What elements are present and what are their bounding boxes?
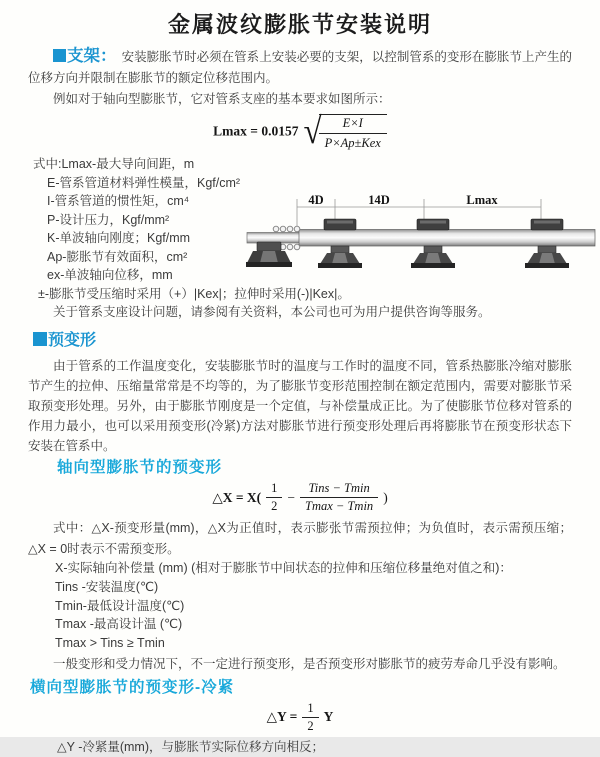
variable-definition: I-管系管道的惯性矩，cm⁴ [47, 194, 190, 208]
variable-definition: ex-单波轴向位移，mm [47, 268, 173, 282]
axial-note-main: 式中：△X-预变形量(mm)，△X为正值时，表示膨张节需预拉伸；为负值时，表示需预压缩；△X = 0时表示不需预变形。 [28, 521, 572, 556]
small-pipe [247, 233, 301, 244]
dim-label-4d: 4D [308, 193, 324, 207]
half-fraction: $\frac{1}{2}$ [266, 481, 282, 514]
support-section-label: 支架： [67, 47, 117, 65]
formula-rhs: Y [323, 709, 334, 724]
lmax-formula [0, 111, 600, 153]
preform-header-text: 预变形 [48, 332, 97, 349]
temp-definition: Tmax -最高设计温 (℃) [55, 617, 183, 631]
temperature-definitions [55, 578, 600, 652]
axial-note-x: X-实际轴向补偿量 (mm) (相对于膨胀节中间状态的拉伸和压缩位移量绝对值之和)： [55, 561, 512, 575]
lateral-preform-formula [0, 701, 600, 734]
sqrt-fraction [319, 114, 387, 151]
formula-lhs: △Y = [266, 709, 298, 724]
axial-preform-formula [0, 481, 600, 514]
temperature-fraction: $\frac{\text{Tins − Tmin}}{Tmax - Tmin}$ [300, 481, 378, 514]
section-bullet-icon [33, 332, 47, 346]
preform-section-header [33, 330, 600, 352]
temp-definition: Tins -安装温度(℃) [55, 580, 159, 594]
lateral-note: △Y -冷紧量(mm)，与膨胀节实际位移方向相反； [57, 739, 325, 754]
variable-definition: Ap-膨胀节有效面积，cm² [47, 249, 188, 264]
formula-lhs: Lmax = 0.0157 [213, 123, 299, 139]
consulting-note: 关于管系支座设计问题，请参阅有关资料，本公司也可为用户提供咨询等服务。 [53, 305, 491, 319]
formula-numerator: E×I [319, 115, 387, 134]
variable-definition: E-管系管道材料弹性模量，Kgf/cm² [47, 175, 241, 190]
sign-convention-note: ±-膨胀节受压缩时采用（+）|Kex|；拉伸时采用(-)|Kex|。 [38, 286, 350, 301]
dim-label-14d: 14D [368, 193, 390, 207]
temp-definition: Tmin-最低设计温度(℃) [55, 598, 185, 613]
dim-label-lmax: Lmax [466, 193, 498, 207]
lateral-preform-heading: 横向型膨胀节的预变形-冷紧 [30, 678, 235, 696]
minus-operator: − [287, 489, 296, 505]
variable-definition: 式中:Lmax-最大导向间距，m [33, 157, 195, 171]
page-title: 金属波纹膨胀节安装说明 [167, 12, 432, 37]
variable-definition: P-设计压力，Kgf/mm² [47, 212, 170, 227]
pipe-support-diagram [247, 193, 595, 288]
axial-note-fatigue: 一般变形和受力情况下，不一定进行预变形，是否预变形对膨胀节的疲劳寿命几乎没有影响。 [53, 657, 566, 671]
section-bullet-icon [53, 49, 66, 62]
closing-paren: ) [383, 489, 388, 505]
formula-denominator: P×Ap±Kex [324, 136, 381, 150]
main-pipe [299, 230, 595, 247]
variable-definition: K-单波轴向刚度；Kgf/mm [47, 231, 191, 245]
preform-paragraph: 由于管系的工作温度变化，安装膨胀节时的温度与工作时的温度不同，管系热膨胀冷缩对膨胀节产生的拉伸、压缩量常常是不均等的，为了膨胀节变形范围控制在额定范围内，需要对膨胀节采取预变形处理。另外，由于膨胀节刚度是一个定值，与补偿量成正比。为了使膨胀节位移对管系的作用力最小，也可以采用预变形(冷紧)方法对膨胀节进行预变形处理后再将膨胀节在预变形状态下安装在管系中。 [28, 359, 572, 453]
support-intro-text: 安装膨胀节时必须在管系上安装必要的支架，以控制管系的变形在膨胀节上产生的位移方向并限制在膨胀节的额定位移范围内。 [28, 50, 572, 85]
support-intro-paragraph [28, 46, 572, 89]
axial-preform-heading: 轴向型膨胀节的预变形 [57, 459, 223, 476]
temp-definition: Tmax > Tins ≥ Tmin [55, 635, 165, 650]
formula-lhs: △X = X( [212, 489, 262, 505]
support-example-text: 例如对于轴向型膨胀节，它对管系支座的基本要求如图所示： [53, 92, 391, 106]
half-fraction: $\frac{1}{2}$ [302, 701, 318, 734]
sqrt-radical-icon: √ [303, 111, 322, 153]
